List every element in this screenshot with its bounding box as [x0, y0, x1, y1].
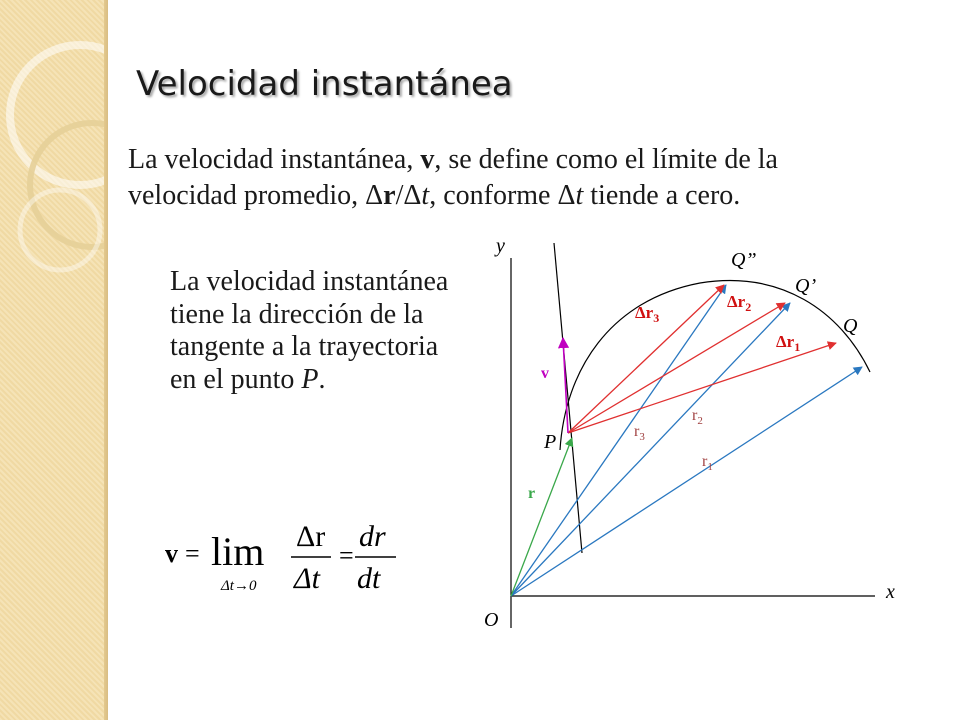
slide-title: Velocidad instantánea [136, 64, 513, 104]
decorative-sidebar [0, 0, 108, 720]
intro-paragraph [128, 142, 888, 214]
point-q-prime-label: Q’ [795, 275, 817, 297]
delta-r1-label: $\Delta r_1$ [776, 332, 801, 354]
velocity-diagram [470, 230, 940, 640]
r3-label: $r_3$ [634, 423, 645, 443]
sidebar-edge [104, 0, 108, 720]
r2-label: $r_2$ [692, 407, 703, 427]
point-q-label: Q [843, 315, 858, 337]
formula-denominator-1: Δt [294, 562, 320, 595]
delta-r3-label: $\Delta r_3$ [635, 303, 660, 325]
tangent-line [554, 243, 582, 553]
trajectory-curve [560, 281, 870, 450]
intro-t: t [421, 180, 430, 211]
intro-delta-1: Δ [365, 180, 384, 211]
intro-slash: / [395, 180, 404, 211]
intro-v: v [420, 144, 435, 175]
intro-text-2: , se define como el límite de la velocidad promedio, [128, 144, 778, 211]
x-axis-label: x [886, 581, 895, 603]
r-label: r [528, 485, 536, 502]
intro-delta-2: Δ [403, 180, 422, 211]
velocity-limit-formula [163, 520, 398, 600]
point-q-double-prime-label: Q” [731, 249, 757, 271]
intro-delta-3: Δ [557, 180, 576, 211]
r1-label: $r_1$ [702, 453, 713, 473]
side-text-end: . [318, 363, 326, 395]
vector-r1 [511, 367, 862, 596]
formula-v: v [165, 539, 178, 568]
formula-equals-1: = [185, 539, 200, 568]
formula-lim-subscript: Δt→0 [221, 578, 257, 594]
vector-delta-r2 [568, 303, 785, 433]
intro-text-4: tiende a cero. [583, 180, 741, 211]
tangent-explanation [170, 266, 465, 396]
intro-text-3: , conforme [429, 180, 558, 211]
intro-t-2: t [575, 180, 584, 211]
vector-r [511, 438, 572, 596]
point-p-label: P [544, 431, 557, 453]
formula-numerator-1: Δr [296, 520, 326, 553]
intro-text-1: La velocidad instantánea, [128, 144, 421, 175]
side-text-point: P [301, 363, 319, 395]
velocity-label: v [541, 365, 549, 382]
formula-numerator-2: dr [359, 520, 386, 553]
delta-r2-label: $\Delta r_2$ [727, 292, 752, 314]
sidebar-circles [0, 0, 108, 720]
formula-lim: lim [211, 529, 265, 574]
origin-label: O [484, 609, 499, 631]
intro-r: r [383, 180, 396, 211]
side-text-main: La velocidad instantánea tiene la dirección de la tangente a la trayectoria en el punto [170, 266, 449, 395]
formula-denominator-2: dt [357, 562, 381, 595]
y-axis-label: y [496, 235, 505, 257]
formula-equals-2: = [339, 541, 354, 570]
